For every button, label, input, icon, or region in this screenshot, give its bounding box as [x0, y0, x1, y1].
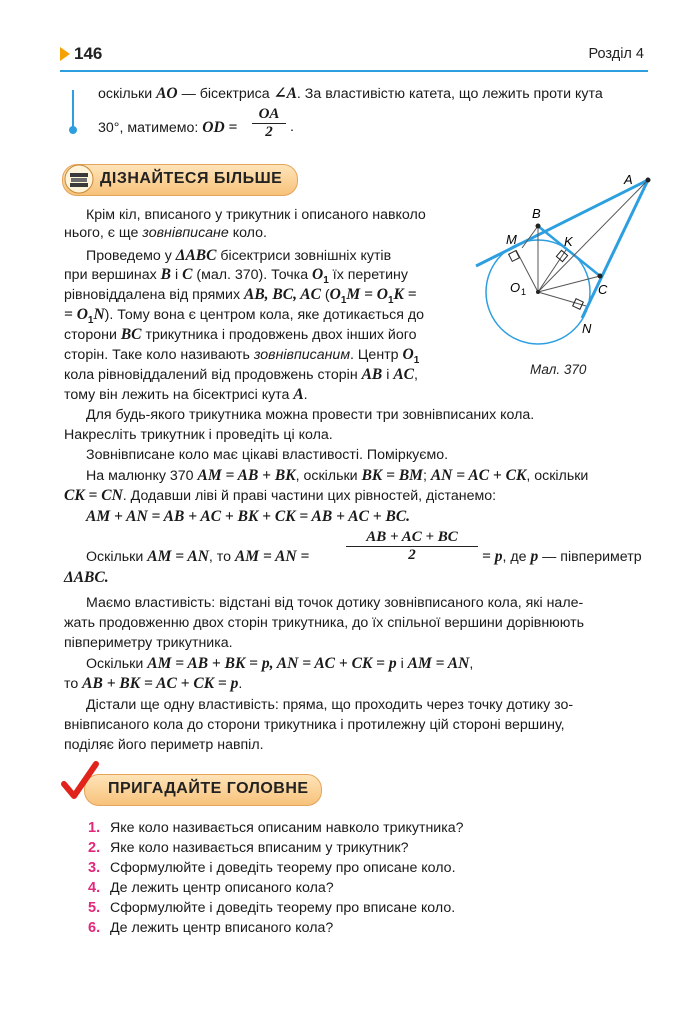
section-label: Розділ 4	[588, 46, 644, 62]
intro-line-2: 30°, матимемо: OD =	[98, 119, 238, 136]
lm-p5-equation: AM + AN = AB + AC + BK + CK = AB + AC + BC.	[86, 508, 411, 525]
svg-text:C: C	[598, 282, 608, 297]
margin-bar	[72, 90, 74, 128]
lm-p2-line-4: = $O_1N$). Тому вона є центром кола, яке дотикається до	[64, 306, 425, 326]
lm-p8-line-2: то AB + BK = AC + CK = p.	[64, 675, 243, 692]
line-AM	[476, 180, 648, 266]
recall-title: ПРИГАДАЙТЕ ГОЛОВНЕ	[108, 780, 309, 797]
lm-p8-line-1: Оскільки AM = AB + BK = p, AN = AC + CK = p і AM = AN,	[86, 655, 474, 672]
svg-text:M: M	[506, 232, 517, 247]
books-icon	[64, 164, 94, 194]
lm-p2-line-8: тому він лежить на бісектрисі кута A.	[64, 386, 308, 403]
lm-p9-line-2: внівписаного кола до сторони трикутника і протилежну цій стороні вершину,	[64, 717, 565, 733]
lm-p2-line-6: сторін. Таке коло називають зовнівписаним. Центр $O_1$	[64, 346, 420, 366]
lm-p6-line-1a: Оскільки AM = AN, то AM = AN =	[86, 548, 310, 565]
bisector-A	[538, 180, 648, 292]
question-number: 2.	[88, 840, 101, 856]
lm-p3-line-2: Накресліть трикутник і проведіть ці кола.	[64, 427, 333, 443]
checkmark-icon	[60, 760, 100, 804]
figure-370-diagram	[470, 168, 660, 364]
question-text: Де лежить центр вписаного кола?	[110, 920, 334, 936]
lm-p1-line-1: Крім кіл, вписаного у трикутник і описаного навколо	[86, 207, 426, 223]
question-number: 6.	[88, 920, 101, 936]
question-number: 1.	[88, 820, 101, 836]
question-number: 5.	[88, 900, 101, 916]
svg-text:A: A	[624, 172, 633, 187]
question-number: 3.	[88, 860, 101, 876]
svg-text:1: 1	[521, 287, 527, 297]
lm-p6-line-2: ΔABC.	[64, 569, 109, 586]
lm-p5-line-1: На малюнку 370 AM = AB + BK, оскільки BK = BM; AN = AC + CK, оскільки	[86, 467, 589, 484]
question-text: Яке коло називається описаним навколо трикутника?	[110, 820, 464, 836]
svg-text:O: O	[510, 280, 521, 295]
lm-p5-line-2: CK = CN. Додавши ліві й праві частини цих рівностей, дістанемо:	[64, 487, 497, 504]
question-number: 4.	[88, 880, 101, 896]
figure-caption: Мал. 370	[530, 362, 587, 377]
lm-p6-line-1b: = p, де p — півпериметр	[482, 548, 642, 565]
svg-text:N: N	[582, 321, 592, 336]
lm-p9-line-3: поділяє його периметр навпіл.	[64, 737, 264, 753]
lm-p4-line-1: Зовнівписане коло має цікаві властивості. Поміркуємо.	[86, 447, 449, 463]
lm-p1-line-2: нього, є ще зовнівписане коло.	[64, 225, 267, 241]
lm-p2-line-7: кола рівновіддалений від продовжень сторін AB і AC,	[64, 366, 418, 383]
lm-p7-line-3: півпериметру трикутника.	[64, 635, 233, 651]
question-text: Сформулюйте і доведіть теорему про описане коло.	[110, 860, 456, 876]
lm-p3-line-1: Для будь-якого трикутника можна провести три зовнівписаних кола.	[86, 407, 535, 423]
line-AN	[582, 180, 648, 318]
intro-line-1: оскільки AO — бісектриса ∠A. За властивістю катета, що лежить проти кута	[98, 85, 603, 102]
lm-p2-line-1: Проведемо у ΔABC бісектриси зовнішніх кутів	[86, 247, 392, 264]
lm-p2-line-5: сторони BC трикутника і продовжень двох інших його	[64, 326, 417, 343]
page-number: 146	[74, 44, 103, 63]
svg-text:K: K	[564, 234, 573, 249]
question-text: Де лежить центр описаного кола?	[110, 880, 334, 896]
intro-fraction: $\frac{OA}{2}$	[252, 106, 286, 141]
semiperimeter-fraction: $\frac{AB + AC + BC}{2}$	[346, 529, 478, 564]
question-text: Яке коло називається вписаним у трикутник?	[110, 840, 409, 856]
intro-period: .	[290, 119, 294, 135]
learn-more-title: ДІЗНАЙТЕСЯ БІЛЬШЕ	[100, 170, 283, 187]
lm-p2-line-3: рівновіддалена від прямих AB, BC, AC ($O_1M = O_1K$ =	[64, 286, 417, 306]
lm-p7-line-1: Маємо властивість: відстані від точок дотику зовнівписаного кола, які нале-	[86, 595, 584, 611]
radius-O1N	[538, 292, 586, 306]
svg-text:B: B	[532, 206, 541, 221]
margin-dot-icon	[69, 126, 77, 134]
lm-p9-line-1: Дістали ще одну властивість: пряма, що проходить через точку дотику зо-	[86, 697, 574, 713]
header-divider	[60, 70, 648, 72]
lm-p7-line-2: жать продовженню двох сторін трикутника, до їх спільної вершини дорівнюють	[64, 615, 585, 631]
question-text: Сформулюйте і доведіть теорему про вписане коло.	[110, 900, 456, 916]
lm-p2-line-2: при вершинах B і C (мал. 370). Точка $O_1$ їх перетину	[64, 266, 408, 286]
